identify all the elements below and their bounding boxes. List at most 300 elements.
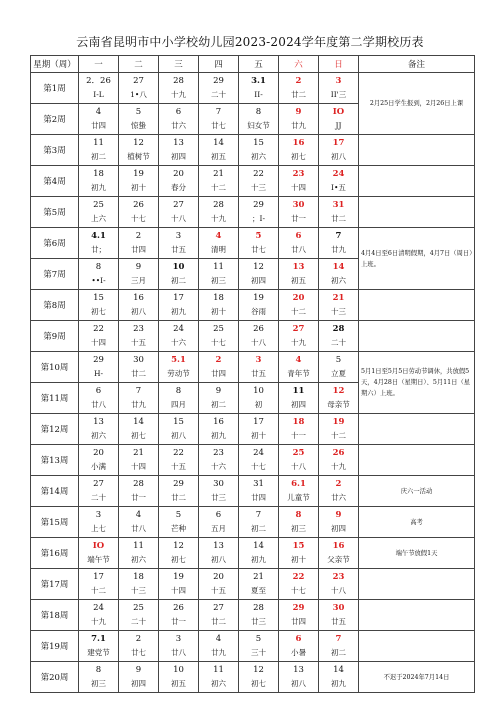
day-cell — [119, 569, 159, 600]
week-row — [31, 228, 475, 259]
note-cell-empty — [359, 445, 475, 476]
lunar-date: 初八 — [171, 431, 186, 440]
lunar-date: 初二 — [211, 400, 226, 409]
week-label: 第13周 — [31, 445, 79, 476]
date-number: 18 — [292, 417, 305, 427]
day-cell — [319, 445, 359, 476]
day-cell — [119, 321, 159, 352]
day-cell — [79, 476, 119, 507]
day-cell — [79, 259, 119, 290]
date-number: 27 — [93, 479, 104, 489]
date-number: 6 — [295, 634, 302, 644]
date-number: 2 — [295, 76, 302, 86]
date-number: 14 — [213, 138, 224, 148]
lunar-date: 初六 — [131, 555, 146, 564]
lunar-date: 妇女节 — [247, 121, 270, 130]
lunar-date: 初十 — [291, 555, 306, 564]
lunar-date: 初七 — [291, 152, 306, 161]
lunar-date: 十九 — [171, 90, 186, 99]
date-number: 15 — [173, 417, 184, 427]
date-number: 2 — [215, 355, 222, 365]
day-cell — [279, 569, 319, 600]
day-cell — [119, 197, 159, 228]
day-cell — [159, 352, 199, 383]
header-week: 星期（周） — [31, 56, 79, 73]
day-cell — [199, 259, 239, 290]
day-cell — [239, 569, 279, 600]
lunar-date: 二十 — [331, 338, 346, 347]
day-cell — [79, 135, 119, 166]
lunar-date: 十五 — [171, 462, 186, 471]
lunar-date: 初九 — [331, 679, 346, 688]
day-cell — [319, 662, 359, 693]
lunar-date: 十八 — [291, 462, 306, 471]
date-number: 25 — [133, 603, 144, 613]
lunar-date: 廿四 — [91, 121, 106, 130]
date-number: 24 — [173, 324, 184, 334]
day-cell — [159, 507, 199, 538]
date-number: 9 — [135, 665, 142, 675]
lunar-date: 初二 — [91, 152, 106, 161]
lunar-date: 廿六 — [171, 121, 186, 130]
header-wed: 三 — [159, 56, 199, 73]
day-cell — [159, 290, 199, 321]
date-number: 14 — [133, 417, 144, 427]
date-number: 20 — [173, 169, 184, 179]
note-cell-empty — [359, 135, 475, 166]
week-label: 第5周 — [31, 197, 79, 228]
lunar-date: I•五 — [331, 183, 346, 192]
day-cell — [159, 259, 199, 290]
date-number: 31 — [253, 479, 264, 489]
date-number: 3 — [175, 634, 182, 644]
lunar-date: 廿二 — [171, 493, 186, 502]
lunar-date: 初七 — [251, 679, 266, 688]
lunar-date: 初二 — [251, 524, 266, 533]
lunar-date: 廿四 — [291, 617, 306, 626]
day-cell — [279, 73, 319, 104]
day-cell — [119, 631, 159, 662]
lunar-date: 十三 — [131, 586, 146, 595]
date-number: 10 — [173, 665, 184, 675]
day-cell — [319, 321, 359, 352]
day-cell — [199, 631, 239, 662]
date-number: 11 — [93, 138, 104, 148]
lunar-date: 初四 — [331, 524, 346, 533]
day-cell — [119, 662, 159, 693]
date-number: 14 — [253, 541, 264, 551]
lunar-date: II'三 — [330, 90, 347, 99]
date-number: 25 — [292, 448, 305, 458]
lunar-date: 儿童节 — [287, 493, 310, 502]
day-cell — [239, 476, 279, 507]
note-cell: 不迟于2024年7月14日 — [359, 662, 475, 693]
lunar-date: 廿九 — [291, 121, 306, 130]
date-number: 2 — [135, 231, 142, 241]
date-number: 6 — [95, 386, 102, 396]
lunar-date: 十二 — [331, 431, 346, 440]
week-label: 第14周 — [31, 476, 79, 507]
day-cell — [199, 135, 239, 166]
date-number: 5.1 — [171, 355, 186, 365]
date-number: 23 — [292, 169, 305, 179]
day-cell — [159, 600, 199, 631]
week-row — [31, 600, 475, 631]
date-number: 19 — [332, 417, 345, 427]
header-tue: 二 — [119, 56, 159, 73]
day-cell — [239, 414, 279, 445]
date-number: 11 — [292, 386, 305, 396]
day-cell — [79, 383, 119, 414]
date-number: 30 — [292, 200, 305, 210]
lunar-date: 廿四 — [131, 245, 146, 254]
lunar-date: 上六 — [91, 214, 106, 223]
lunar-date: 廿二 — [211, 617, 226, 626]
date-number: 24 — [332, 169, 345, 179]
lunar-date: H- — [93, 369, 104, 378]
week-row — [31, 290, 475, 321]
lunar-date: 初五 — [171, 679, 186, 688]
note-cell: 4月4日至6日清明假期，4月7日（周日）上班。 — [359, 228, 475, 290]
day-cell — [319, 507, 359, 538]
day-cell — [159, 228, 199, 259]
date-number: 24 — [93, 603, 104, 613]
lunar-date: 十一 — [291, 431, 306, 440]
date-number: 8 — [175, 386, 182, 396]
date-number: 9 — [215, 386, 222, 396]
week-label: 第9周 — [31, 321, 79, 352]
lunar-date: 夏至 — [251, 586, 266, 595]
date-number: 17 — [173, 293, 184, 303]
day-cell — [319, 600, 359, 631]
date-number: 4 — [215, 231, 222, 241]
day-cell — [279, 631, 319, 662]
day-cell — [239, 600, 279, 631]
date-number: 7 — [255, 510, 262, 520]
day-cell — [79, 321, 119, 352]
lunar-date: 廿一 — [291, 214, 306, 223]
day-cell — [239, 135, 279, 166]
date-number: 3 — [335, 76, 342, 86]
lunar-date: 青年节 — [287, 369, 310, 378]
day-cell — [79, 414, 119, 445]
lunar-date: 十三 — [331, 307, 346, 316]
date-number: 20 — [93, 448, 104, 458]
day-cell — [319, 383, 359, 414]
date-number: 13 — [292, 262, 305, 272]
note-cell: 高考 — [359, 507, 475, 538]
day-cell — [79, 104, 119, 135]
date-number: 20 — [213, 572, 224, 582]
date-number: 5 — [335, 355, 342, 365]
lunar-date: 初三 — [211, 276, 226, 285]
date-number: 13 — [93, 417, 104, 427]
day-cell — [279, 445, 319, 476]
date-number: 22 — [292, 572, 305, 582]
date-number: 23 — [213, 448, 224, 458]
day-cell — [159, 197, 199, 228]
day-cell — [119, 352, 159, 383]
date-number: 3 — [95, 510, 102, 520]
day-cell — [239, 290, 279, 321]
week-label: 第15周 — [31, 507, 79, 538]
lunar-date: 廿一 — [171, 617, 186, 626]
day-cell — [79, 166, 119, 197]
lunar-date: 初六 — [211, 679, 226, 688]
week-label: 第17周 — [31, 569, 79, 600]
day-cell — [79, 290, 119, 321]
week-label: 第11周 — [31, 383, 79, 414]
lunar-date: JJ — [335, 121, 342, 130]
day-cell — [319, 569, 359, 600]
lunar-date: 十四 — [291, 183, 306, 192]
calendar-table — [30, 55, 475, 693]
lunar-date: 惊蛰 — [131, 121, 146, 130]
date-number: 2 — [135, 634, 142, 644]
lunar-date: 十四 — [91, 338, 106, 347]
lunar-date: 清明 — [211, 245, 226, 254]
lunar-date: 初二 — [331, 648, 346, 657]
date-number: 25 — [213, 324, 224, 334]
week-row — [31, 538, 475, 569]
lunar-date: 十七 — [251, 462, 266, 471]
lunar-date: 初四 — [131, 679, 146, 688]
day-cell — [119, 476, 159, 507]
week-label: 第18周 — [31, 600, 79, 631]
date-number: 30 — [332, 603, 345, 613]
date-number: 10 — [253, 386, 264, 396]
lunar-date: 廿九 — [211, 648, 226, 657]
lunar-date: 十六 — [211, 462, 226, 471]
lunar-date: 初十 — [131, 183, 146, 192]
lunar-date: 端午节 — [87, 555, 110, 564]
day-cell — [279, 507, 319, 538]
day-cell — [199, 321, 239, 352]
date-number: 14 — [332, 262, 345, 272]
date-number: 26 — [332, 448, 345, 458]
day-cell — [199, 507, 239, 538]
week-row — [31, 166, 475, 197]
lunar-date: 初三 — [91, 679, 106, 688]
date-number: 7.1 — [91, 634, 106, 644]
lunar-date: 初六 — [251, 152, 266, 161]
day-cell — [199, 445, 239, 476]
day-cell — [319, 73, 359, 104]
date-number: 4 — [215, 634, 222, 644]
day-cell — [279, 600, 319, 631]
day-cell — [159, 104, 199, 135]
date-number: 4 — [295, 355, 302, 365]
day-cell — [319, 290, 359, 321]
header-sat: 六 — [279, 56, 319, 73]
day-cell — [199, 538, 239, 569]
lunar-date: 十二 — [91, 586, 106, 595]
lunar-date: 初八 — [211, 555, 226, 564]
note-cell-empty — [359, 166, 475, 197]
date-number: 6 — [215, 510, 222, 520]
lunar-date: 廿三 — [211, 493, 226, 502]
lunar-date: 四月 — [171, 400, 186, 409]
lunar-date: 芒种 — [171, 524, 186, 533]
date-number: 29 — [213, 76, 224, 86]
week-label: 第1周 — [31, 73, 79, 104]
date-number: 3.1 — [251, 76, 266, 86]
lunar-date: 十九 — [211, 214, 226, 223]
day-cell — [199, 414, 239, 445]
day-cell — [79, 631, 119, 662]
lunar-date: 1•八 — [130, 90, 147, 99]
header-thu: 四 — [199, 56, 239, 73]
day-cell — [319, 104, 359, 135]
date-number: 19 — [253, 293, 264, 303]
lunar-date: 小暑 — [291, 648, 306, 657]
date-number: 7 — [215, 107, 222, 117]
lunar-date: 廿； — [91, 245, 106, 254]
lunar-date: 廿五 — [171, 245, 186, 254]
lunar-date: 廿八 — [291, 245, 306, 254]
day-cell — [199, 104, 239, 135]
date-number: 9 — [135, 262, 142, 272]
day-cell — [79, 507, 119, 538]
lunar-date: 廿七 — [131, 648, 146, 657]
week-label: 第10周 — [31, 352, 79, 383]
date-number: 9 — [335, 510, 342, 520]
day-cell — [159, 662, 199, 693]
day-cell — [279, 538, 319, 569]
day-cell — [159, 414, 199, 445]
day-cell — [159, 166, 199, 197]
note-cell: 端午节放假1天 — [359, 538, 475, 569]
lunar-date: 廿五 — [251, 369, 266, 378]
date-number: 8 — [295, 510, 302, 520]
week-label: 第8周 — [31, 290, 79, 321]
date-number: 27 — [173, 200, 184, 210]
date-number: 2．26 — [86, 76, 111, 86]
date-number: 13 — [293, 665, 304, 675]
date-number: 29 — [93, 355, 104, 365]
day-cell — [159, 321, 199, 352]
day-cell — [199, 197, 239, 228]
day-cell — [319, 228, 359, 259]
week-row — [31, 476, 475, 507]
date-number: 29 — [292, 603, 305, 613]
day-cell — [239, 352, 279, 383]
note-cell: 庆六一活动 — [359, 476, 475, 507]
note-cell-empty — [359, 569, 475, 600]
day-cell — [79, 228, 119, 259]
date-number: 5 — [255, 634, 262, 644]
lunar-date: 十九 — [291, 338, 306, 347]
lunar-date: 廿七 — [211, 121, 226, 130]
day-cell — [119, 414, 159, 445]
day-cell — [319, 352, 359, 383]
day-cell — [279, 414, 319, 445]
date-number: 16 — [213, 417, 224, 427]
lunar-date: 廿七 — [251, 245, 266, 254]
lunar-date: 春分 — [171, 183, 186, 192]
day-cell — [79, 569, 119, 600]
header-notes: 备注 — [359, 56, 475, 73]
day-cell — [279, 476, 319, 507]
lunar-date: 十八 — [171, 214, 186, 223]
date-number: 21 — [253, 572, 264, 582]
day-cell — [79, 662, 119, 693]
lunar-date: 上七 — [91, 524, 106, 533]
day-cell — [199, 569, 239, 600]
day-cell — [239, 166, 279, 197]
date-number: 28 — [133, 479, 144, 489]
day-cell — [199, 600, 239, 631]
date-number: 21 — [133, 448, 144, 458]
day-cell — [159, 73, 199, 104]
date-number: 16 — [292, 138, 305, 148]
day-cell — [279, 352, 319, 383]
date-number: 8 — [95, 665, 102, 675]
day-cell — [199, 166, 239, 197]
day-cell — [119, 104, 159, 135]
week-row — [31, 414, 475, 445]
date-number: 7 — [135, 386, 142, 396]
note-cell-empty — [359, 290, 475, 321]
date-number: 4 — [95, 107, 102, 117]
date-number: 19 — [173, 572, 184, 582]
week-row — [31, 352, 475, 383]
day-cell — [319, 135, 359, 166]
header-fri: 五 — [239, 56, 279, 73]
day-cell — [119, 383, 159, 414]
week-label: 第2周 — [31, 104, 79, 135]
week-label: 第20周 — [31, 662, 79, 693]
day-cell — [279, 135, 319, 166]
day-cell — [319, 166, 359, 197]
date-number: 8 — [95, 262, 102, 272]
week-row — [31, 662, 475, 693]
header-sun: 日 — [319, 56, 359, 73]
date-number: 27 — [213, 603, 224, 613]
day-cell — [319, 476, 359, 507]
date-number: 12 — [173, 541, 184, 551]
lunar-date: 廿八 — [131, 524, 146, 533]
day-cell — [159, 538, 199, 569]
day-cell — [279, 290, 319, 321]
lunar-date: 廿二 — [331, 214, 346, 223]
lunar-date: 十九 — [331, 462, 346, 471]
lunar-date: 十五 — [211, 586, 226, 595]
lunar-date: 初九 — [91, 183, 106, 192]
day-cell — [119, 600, 159, 631]
lunar-date: 廿一 — [131, 493, 146, 502]
date-number: 25 — [93, 200, 104, 210]
day-cell — [199, 662, 239, 693]
lunar-date: 十七 — [131, 214, 146, 223]
lunar-date: 廿三 — [251, 617, 266, 626]
lunar-date: 廿二 — [131, 369, 146, 378]
note-cell-empty — [359, 414, 475, 445]
day-cell — [239, 197, 279, 228]
date-number: 2 — [335, 479, 342, 489]
lunar-date: 初四 — [171, 152, 186, 161]
day-cell — [159, 631, 199, 662]
week-row — [31, 445, 475, 476]
week-row — [31, 569, 475, 600]
date-number: 23 — [332, 572, 345, 582]
day-cell — [319, 259, 359, 290]
date-number: 18 — [213, 293, 224, 303]
date-number: 6.1 — [291, 479, 306, 489]
lunar-date: 初九 — [251, 555, 266, 564]
date-number: 26 — [133, 200, 144, 210]
header-mon: 一 — [79, 56, 119, 73]
